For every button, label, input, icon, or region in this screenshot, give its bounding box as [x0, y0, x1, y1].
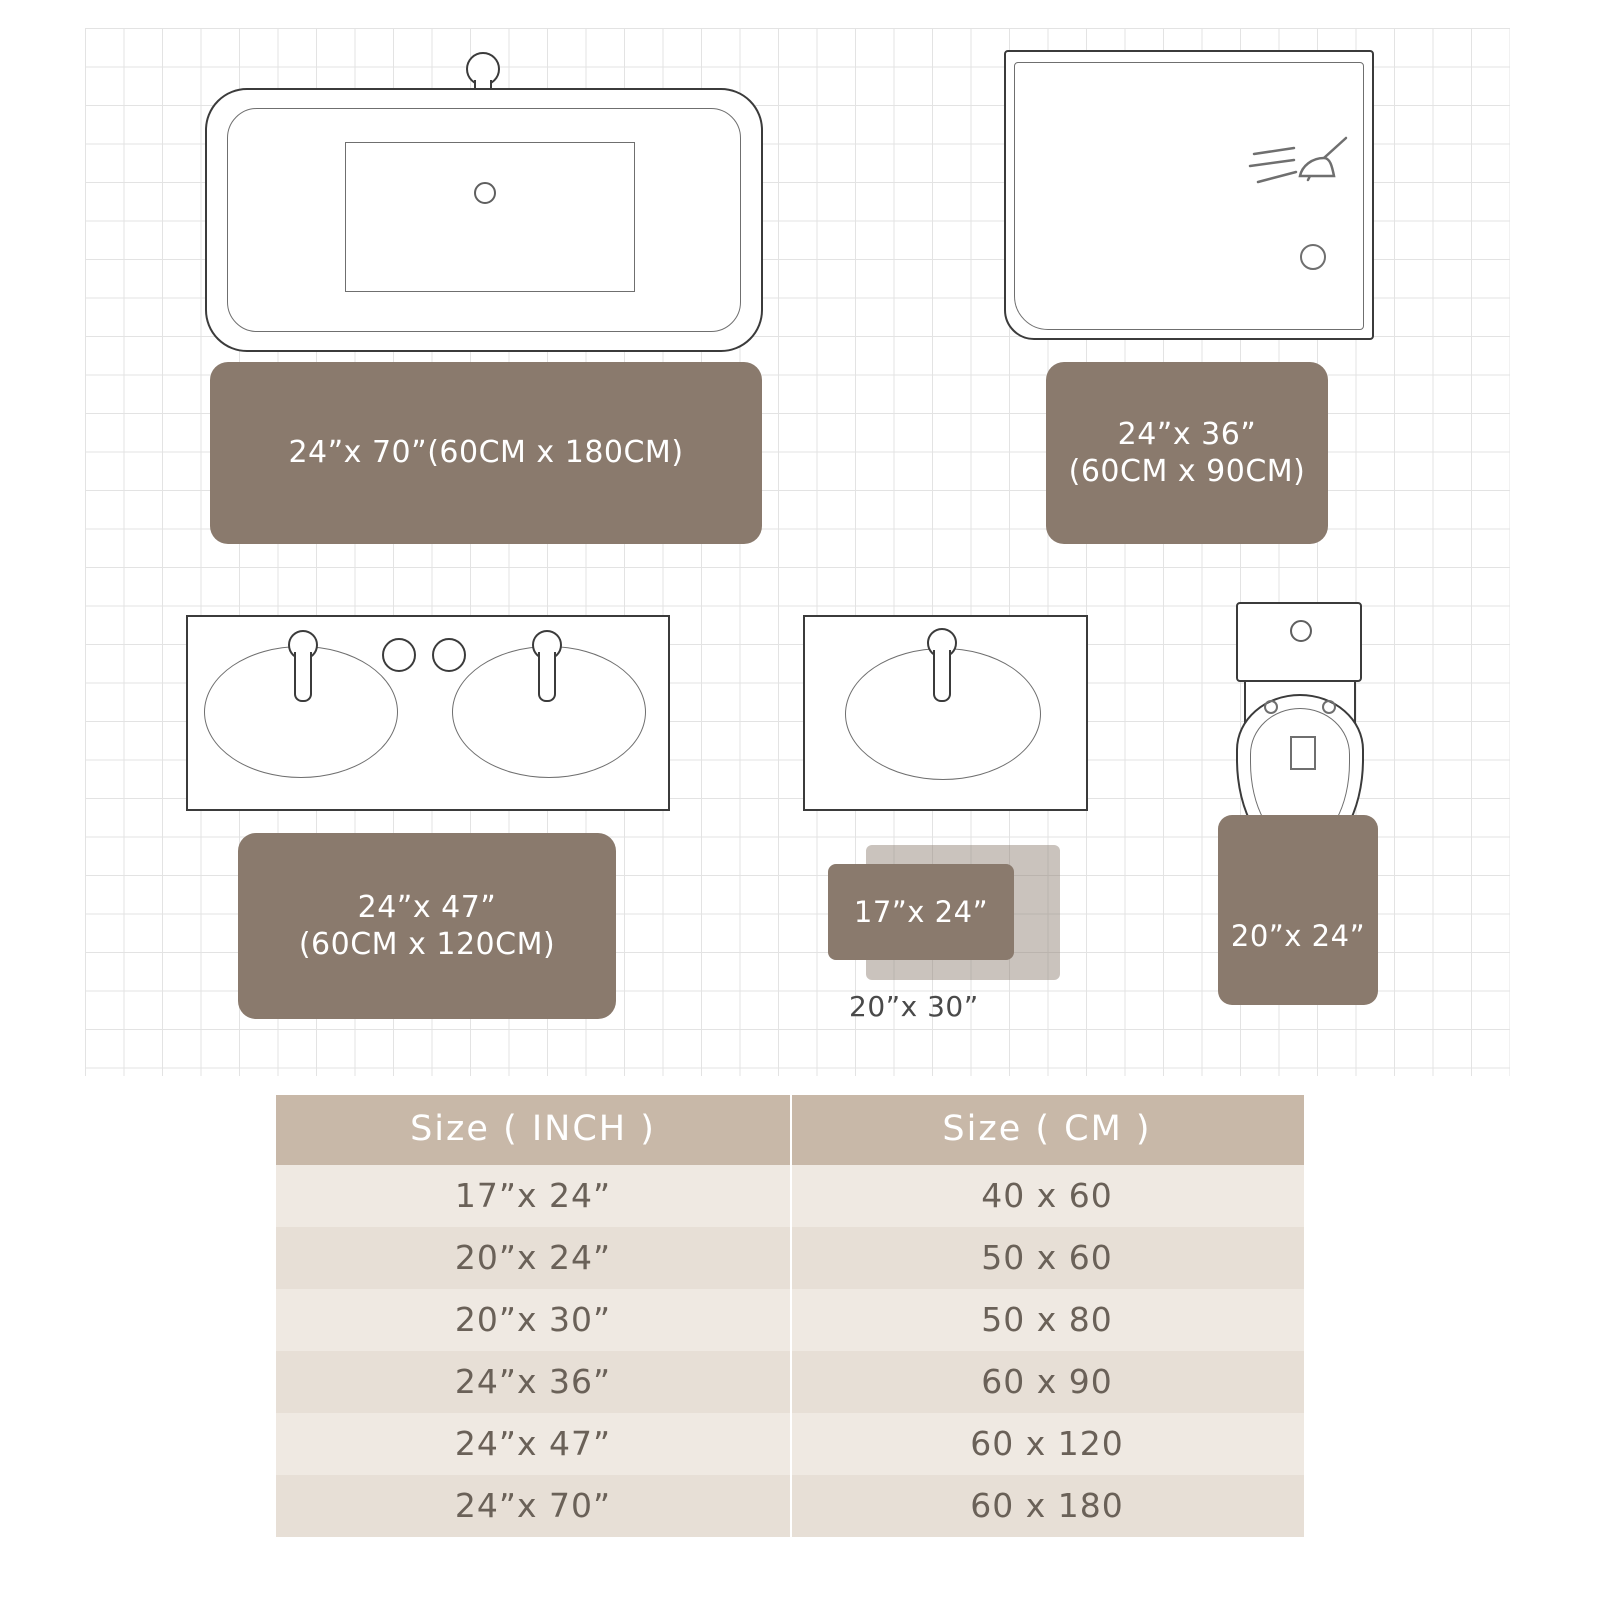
toilet-mat-label: 20”x 24” — [1230, 918, 1366, 953]
table-header-cm: Size ( CM ) — [790, 1095, 1304, 1165]
table-row — [276, 1351, 1304, 1413]
cell-cm: 60 x 120 — [790, 1413, 1304, 1475]
double-vanity-handle-right — [432, 638, 466, 672]
cell-cm: 50 x 60 — [790, 1227, 1304, 1289]
cell-inch: 20”x 24” — [276, 1227, 790, 1289]
shower-mat[interactable] — [1046, 362, 1328, 544]
shower-mat-label-line2: (60CM x 90CM) — [1068, 454, 1306, 489]
cell-cm: 60 x 180 — [790, 1475, 1304, 1537]
toilet-seat-detail — [1290, 736, 1316, 770]
table-row — [276, 1413, 1304, 1475]
single-vanity-mat-label: 17”x 24” — [853, 894, 989, 929]
shower-mat-label-line1: 24”x 36” — [1117, 416, 1257, 452]
toilet-flush-button-icon — [1290, 620, 1312, 642]
double-vanity-mat-label-line1: 24”x 47” — [357, 889, 497, 925]
cell-inch: 24”x 70” — [276, 1475, 790, 1537]
single-vanity-spout — [933, 650, 951, 702]
cell-cm: 50 x 80 — [790, 1289, 1304, 1351]
single-vanity-mat-large-label: 20”x 30” — [849, 990, 979, 1023]
cell-inch: 24”x 47” — [276, 1413, 790, 1475]
table-row — [276, 1289, 1304, 1351]
bathtub-basin — [345, 142, 635, 292]
cell-inch: 20”x 30” — [276, 1289, 790, 1351]
double-vanity-spout-left — [294, 652, 312, 702]
table-row — [276, 1475, 1304, 1537]
single-vanity-mat[interactable] — [828, 864, 1014, 960]
double-vanity-mat[interactable] — [238, 833, 616, 1019]
table-row — [276, 1227, 1304, 1289]
cell-inch: 17”x 24” — [276, 1165, 790, 1227]
cell-cm: 40 x 60 — [790, 1165, 1304, 1227]
cell-inch: 24”x 36” — [276, 1351, 790, 1413]
table-header-row — [276, 1095, 1304, 1165]
table-row — [276, 1165, 1304, 1227]
bathtub-mat[interactable] — [210, 362, 762, 544]
toilet-tank — [1236, 602, 1362, 682]
shower-head-icon — [1238, 132, 1348, 194]
double-vanity-spout-right — [538, 652, 556, 702]
toilet-mat[interactable] — [1218, 815, 1378, 1005]
shower-drain-icon — [1300, 244, 1326, 270]
cell-cm: 60 x 90 — [790, 1351, 1304, 1413]
shower-tray-inner — [1014, 62, 1364, 330]
double-vanity-mat-label-line2: (60CM x 120CM) — [298, 927, 556, 962]
toilet-hinge-left-icon — [1264, 700, 1278, 714]
bathtub-mat-label: 24”x 70”(60CM x 180CM) — [288, 435, 684, 471]
bathtub-drain-icon — [474, 182, 496, 204]
size-table — [276, 1095, 1304, 1537]
table-header-inch: Size ( INCH ) — [276, 1095, 790, 1165]
toilet-hinge-right-icon — [1322, 700, 1336, 714]
double-vanity-handle-left — [382, 638, 416, 672]
